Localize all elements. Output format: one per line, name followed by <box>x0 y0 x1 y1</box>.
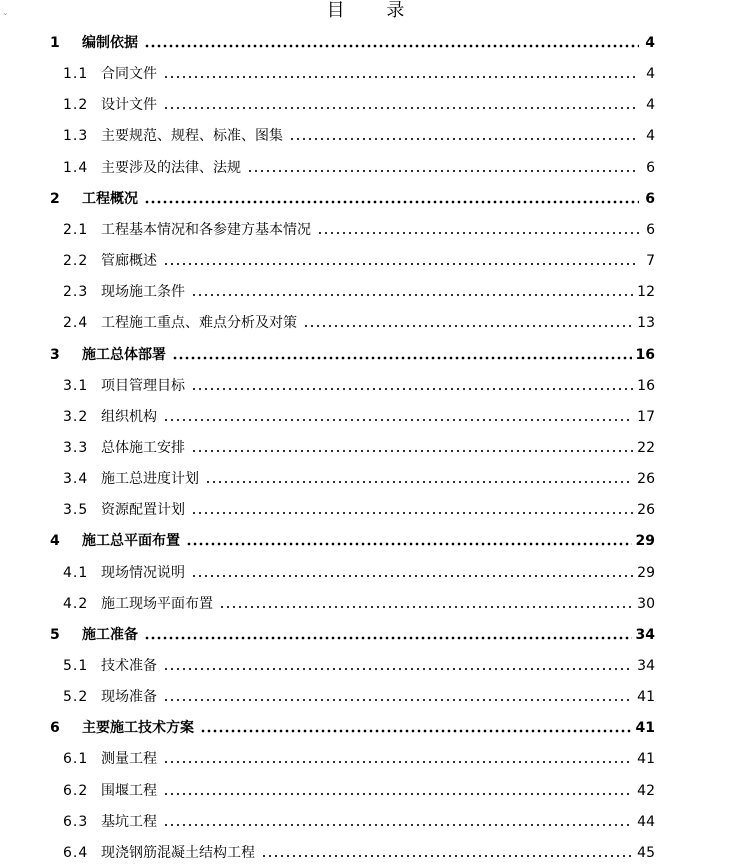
toc-entry-label: 现浇钢筋混凝土结构工程 <box>101 844 255 861</box>
dot-leader <box>303 324 633 328</box>
toc-entry-number: 3.5 <box>63 502 89 519</box>
toc-section-entry[interactable] <box>63 155 655 177</box>
toc-chapter-entry[interactable] <box>50 622 655 644</box>
toc-entry-label: 围堰工程 <box>101 782 157 799</box>
dot-leader <box>163 760 633 764</box>
toc-entry-page-number: 34 <box>637 658 655 674</box>
dot-leader <box>186 542 632 546</box>
dot-leader <box>163 792 633 796</box>
toc-entry-page-number: 34 <box>635 626 655 643</box>
toc-section-entry[interactable] <box>63 778 655 800</box>
dot-leader <box>163 667 633 671</box>
dot-leader <box>163 698 633 702</box>
toc-section-entry[interactable] <box>63 435 655 457</box>
toc-entry-page-number: 44 <box>637 813 655 830</box>
toc-entry-number: 5.1 <box>63 658 89 674</box>
dot-leader <box>191 574 633 578</box>
toc-entry-page-number: 13 <box>637 315 655 332</box>
toc-entry-number: 1.4 <box>63 159 89 176</box>
toc-entry-page-number: 41 <box>637 751 655 768</box>
toc-section-entry[interactable] <box>63 373 655 395</box>
toc-entry-label: 现场情况说明 <box>101 564 185 581</box>
toc-entry-label: 编制依据 <box>82 35 138 51</box>
toc-section-entry[interactable] <box>63 653 655 675</box>
toc-entry-number: 4.2 <box>63 595 89 612</box>
toc-chapter-entry[interactable] <box>50 186 655 208</box>
toc-entry-number: 3.2 <box>63 408 89 425</box>
toc-entry-page-number: 29 <box>637 564 655 581</box>
toc-entry-number: 6.1 <box>63 751 89 768</box>
toc-entry-page-number: 6 <box>646 159 655 176</box>
dot-leader <box>191 511 633 515</box>
dot-leader <box>163 418 633 422</box>
toc-entry-page-number: 41 <box>635 720 655 737</box>
toc-entry-label: 主要施工技术方案 <box>82 720 194 737</box>
toc-entry-page-number: 41 <box>637 689 655 706</box>
toc-chapter-entry[interactable] <box>50 528 655 550</box>
dot-leader <box>144 44 639 48</box>
toc-entry-page-number: 7 <box>646 253 655 270</box>
toc-entry-page-number: 29 <box>635 533 655 550</box>
toc-entry-label: 工程施工重点、难点分析及对策 <box>101 315 297 332</box>
toc-entry-number: 3.4 <box>63 471 89 488</box>
toc-entry-number: 3.1 <box>63 377 89 394</box>
dot-leader <box>144 636 632 640</box>
toc-entry-label: 主要涉及的法律、法规 <box>101 159 241 176</box>
toc-section-entry[interactable] <box>63 61 655 83</box>
toc-entry-label: 管廊概述 <box>101 253 157 270</box>
toc-section-entry[interactable] <box>63 404 655 426</box>
dot-leader <box>191 387 633 391</box>
toc-entry-label: 资源配置计划 <box>101 502 185 519</box>
toc-section-entry[interactable] <box>63 497 655 519</box>
toc-entry-label: 设计文件 <box>101 97 157 114</box>
toc-entry-page-number: 17 <box>637 408 655 425</box>
toc-section-entry[interactable] <box>63 809 655 831</box>
toc-section-entry[interactable] <box>63 684 655 706</box>
toc-entry-label: 施工准备 <box>82 626 138 643</box>
toc-entry-number: 6.3 <box>63 813 89 830</box>
toc-entry-number: 3 <box>50 346 60 363</box>
toc-entry-number: 1.2 <box>63 97 89 114</box>
dot-leader <box>200 729 632 733</box>
dot-leader <box>261 854 633 858</box>
toc-entry-number: 2.4 <box>63 315 89 332</box>
toc-entry-number: 5.2 <box>63 689 89 706</box>
toc-chapter-entry[interactable] <box>50 342 655 364</box>
dot-leader <box>163 262 639 266</box>
toc-entry-page-number: 12 <box>637 284 655 301</box>
dot-leader <box>163 75 639 79</box>
toc-entry-number: 4.1 <box>63 564 89 581</box>
toc-entry-number: 1.3 <box>63 128 89 145</box>
toc-entry-label: 测量工程 <box>101 751 157 768</box>
toc-entry-page-number: 4 <box>646 97 655 114</box>
toc-entry-number: 6.2 <box>63 782 89 799</box>
toc-entry-label: 现场施工条件 <box>101 284 185 301</box>
dot-leader <box>191 293 633 297</box>
toc-entry-number: 2.2 <box>63 253 89 270</box>
toc-section-entry[interactable] <box>63 92 655 114</box>
toc-entry-number: 1.1 <box>63 66 89 83</box>
toc-section-entry[interactable] <box>63 466 655 488</box>
toc-section-entry[interactable] <box>63 560 655 582</box>
toc-entry-page-number: 45 <box>637 844 655 861</box>
toc-entry-number: 6.4 <box>63 844 89 861</box>
page-title: 目 录 <box>326 0 423 21</box>
toc-section-entry[interactable] <box>63 217 655 239</box>
dot-leader <box>144 200 639 204</box>
toc-entry-label: 技术准备 <box>101 658 157 674</box>
toc-entry-number: 1 <box>50 35 60 51</box>
toc-section-entry[interactable] <box>63 123 655 145</box>
toc-section-entry[interactable] <box>63 840 655 862</box>
toc-entry-number: 2.3 <box>63 284 89 301</box>
dot-leader <box>172 356 632 360</box>
toc-section-entry[interactable] <box>63 248 655 270</box>
dot-leader <box>317 231 639 235</box>
toc-entry-label: 施工现场平面布置 <box>101 595 213 612</box>
toc-entry-page-number: 26 <box>637 471 655 488</box>
toc-entry-page-number: 6 <box>646 221 655 238</box>
toc-entry-page-number: 4 <box>645 35 655 51</box>
toc-entry-label: 施工总平面布置 <box>82 533 180 550</box>
toc-entry-page-number: 42 <box>637 782 655 799</box>
dot-leader <box>205 480 633 484</box>
toc-entry-label: 工程概况 <box>82 190 138 207</box>
toc-section-entry[interactable] <box>63 279 655 301</box>
toc-entry-label: 现场准备 <box>101 689 157 706</box>
toc-entry-number: 2.1 <box>63 221 89 238</box>
toc-entry-number: 2 <box>50 190 60 207</box>
toc-entry-label: 工程基本情况和各参建方基本情况 <box>101 221 311 238</box>
toc-entry-label: 主要规范、规程、标准、图集 <box>101 128 283 145</box>
dot-leader <box>163 106 639 110</box>
toc-entry-label: 组织机构 <box>101 408 157 425</box>
toc-entry-page-number: 26 <box>637 502 655 519</box>
dot-leader <box>191 449 633 453</box>
toc-section-entry[interactable] <box>63 591 655 613</box>
dot-leader <box>163 823 633 827</box>
toc-entry-label: 总体施工安排 <box>101 439 185 456</box>
toc-entry-label: 合同文件 <box>101 66 157 83</box>
dot-leader <box>219 605 633 609</box>
toc-entry-label: 施工总进度计划 <box>101 471 199 488</box>
toc-entry-label: 基坑工程 <box>101 813 157 830</box>
toc-entry-page-number: 16 <box>635 346 655 363</box>
toc-entry-number: 5 <box>50 626 60 643</box>
toc-entry-label: 项目管理目标 <box>101 377 185 394</box>
toc-chapter-entry[interactable] <box>50 715 655 737</box>
toc-section-entry[interactable] <box>63 310 655 332</box>
toc-entry-page-number: 4 <box>646 128 655 145</box>
toc-entry-page-number: 6 <box>645 190 655 207</box>
toc-entry-page-number: 30 <box>637 595 655 612</box>
toc-entry-number: 4 <box>50 533 60 550</box>
toc-entry-page-number: 16 <box>637 377 655 394</box>
dot-leader <box>247 169 639 173</box>
toc-entry-number: 6 <box>50 720 60 737</box>
toc-entry-number: 3.3 <box>63 439 89 456</box>
toc-entry-page-number: 22 <box>637 439 655 456</box>
toc-chapter-entry[interactable] <box>50 30 655 52</box>
toc-section-entry[interactable] <box>63 746 655 768</box>
corner-mark: ⌄ <box>2 8 9 17</box>
toc-entry-label: 施工总体部署 <box>82 346 166 363</box>
toc-entry-page-number: 4 <box>646 66 655 83</box>
dot-leader <box>289 137 639 141</box>
